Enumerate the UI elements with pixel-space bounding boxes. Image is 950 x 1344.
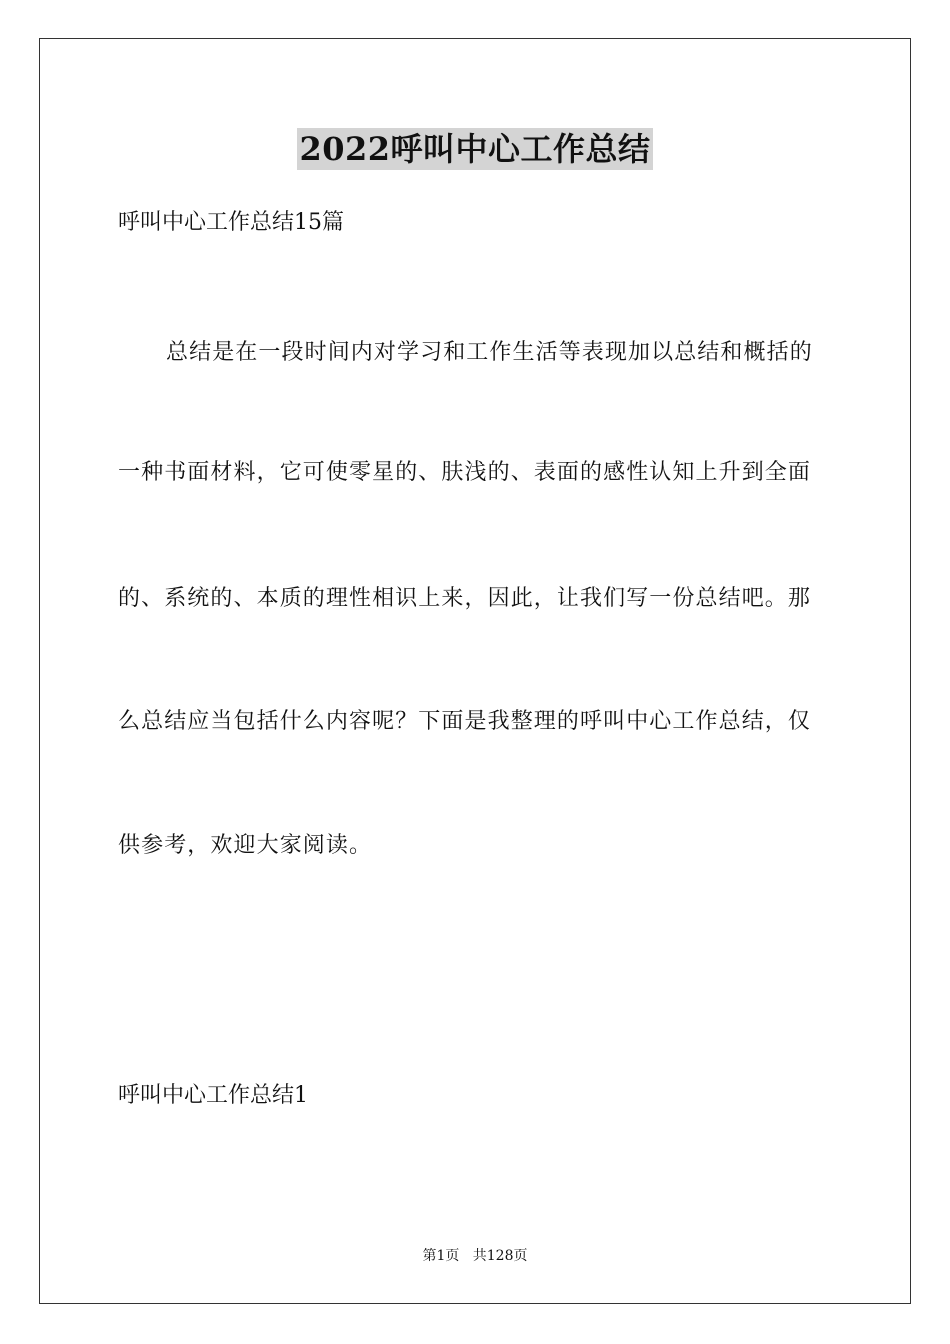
intro-line-1: 总结是在一段时间内对学习和工作生活等表现加以总结和概括的 [166,340,813,365]
document-title-text: 2022呼叫中心工作总结 [299,130,651,168]
document-title [0,128,950,170]
intro-line-4: 么总结应当包括什么内容呢？下面是我整理的呼叫中心工作总结，仅 [118,709,812,734]
document-subtitle: 呼叫中心工作总结15篇 [118,210,344,235]
page-number: 第1页 [422,1248,460,1264]
section-heading: 呼叫中心工作总结1 [118,1083,308,1108]
intro-line-2: 一种书面材料，它可使零星的、肤浅的、表面的感性认知上升到全面 [118,460,812,485]
intro-line-3: 的、系统的、本质的理性相识上来，因此，让我们写一份总结吧。那 [118,586,812,611]
total-pages: 共128页 [472,1248,528,1264]
page-footer [0,1246,950,1266]
intro-line-5: 供参考，欢迎大家阅读。 [118,833,373,858]
